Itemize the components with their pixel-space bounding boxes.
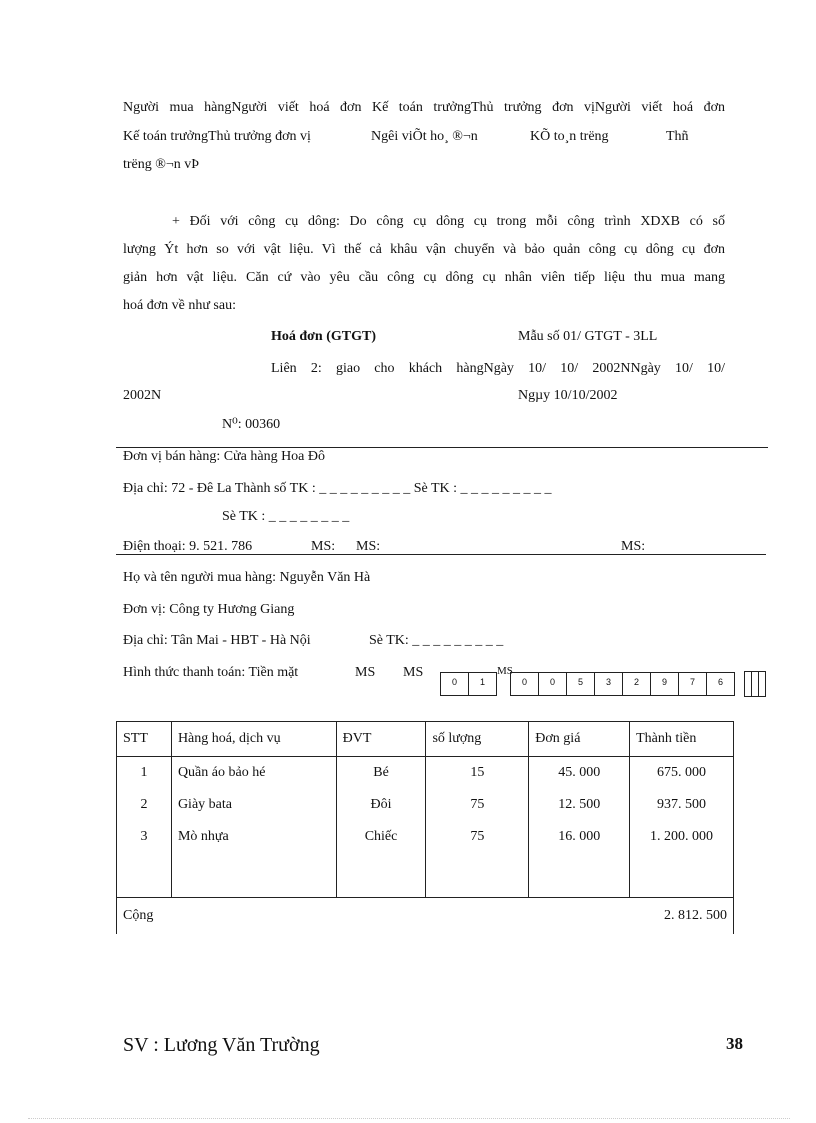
buyer-ms-3: MS	[497, 665, 513, 677]
goods-table	[116, 721, 734, 934]
divider-seller	[116, 554, 766, 555]
signature-line-2b: Ngêi viÕt ho¸ ®¬n	[371, 129, 478, 144]
tax-digit: 6	[706, 672, 735, 696]
tax-digit: 5	[566, 672, 595, 696]
tax-digit: 0	[510, 672, 539, 696]
signature-line-2a: Kế toán trưởngThủ trưởng đơn vị	[123, 129, 311, 144]
signature-line-2d: Thñ	[666, 129, 689, 144]
header-quantity: số lượng	[426, 722, 529, 757]
header-amount: Thành tiền	[630, 722, 734, 757]
buyer-address: Địa chỉ: Tân Mai - HBT - Hà Nội	[123, 633, 311, 648]
total-label: Cộng	[117, 898, 630, 935]
cell-unit-price: 16. 000	[529, 821, 630, 853]
table-row	[117, 757, 734, 790]
cell-goods: Quần áo bảo hé	[171, 757, 336, 790]
cell-goods: Mò nhựa	[171, 821, 336, 853]
cell-amount: 675. 000	[630, 757, 734, 790]
table-header-row	[117, 722, 734, 757]
signature-line-1: Người mua hàngNgười viết hoá đơn Kế toán trưởngThủ trưởng đơn vịNgười viết hoá đơn	[123, 100, 725, 115]
page-bottom-divider	[28, 1118, 790, 1119]
tax-digit: 9	[650, 672, 679, 696]
seller-account: Sè TK : _ _ _ _ _ _ _ _	[222, 509, 350, 524]
tax-digit: 2	[622, 672, 651, 696]
table-total-row	[117, 898, 734, 935]
buyer-ms-2: MS	[403, 665, 424, 680]
invoice-date: Ngµy 10/10/2002	[518, 388, 618, 403]
paragraph-line-4: hoá đơn về như sau:	[123, 298, 236, 313]
cell-unit-price: 45. 000	[529, 757, 630, 790]
table-row	[117, 789, 734, 821]
invoice-year-tail: 2002N	[123, 388, 162, 403]
header-unit: ĐVT	[336, 722, 426, 757]
cell-stt: 2	[117, 789, 172, 821]
cell-amount: 937. 500	[630, 789, 734, 821]
tax-digit: 7	[678, 672, 707, 696]
header-goods: Hàng hoá, dịch vụ	[171, 722, 336, 757]
cell-stt: 3	[117, 821, 172, 853]
total-value: 2. 812. 500	[630, 898, 734, 935]
cell-unit: Đôi	[336, 789, 426, 821]
cell-quantity: 75	[426, 821, 529, 853]
seller-ms-2: MS:	[356, 539, 381, 554]
seller-phone: Điện thoại: 9. 521. 786	[123, 539, 253, 554]
cell-stt: 1	[117, 757, 172, 790]
header-stt: STT	[117, 722, 172, 757]
buyer-name: Họ và tên người mua hàng: Nguyễn Văn Hà	[123, 570, 371, 585]
invoice-title: Hoá đơn (GTGT)	[271, 329, 376, 344]
seller-unit: Đơn vị bán hàng: Cửa hàng Hoa Đô	[123, 449, 326, 464]
table-row	[117, 821, 734, 853]
tax-empty-box	[758, 671, 766, 697]
seller-ms-1: MS:	[311, 539, 336, 554]
tax-digit: 0	[538, 672, 567, 696]
cell-unit: Bé	[336, 757, 426, 790]
buyer-ms-1: MS	[355, 665, 376, 680]
tax-code-boxes-a	[441, 672, 497, 696]
seller-ms-3: MS:	[621, 539, 646, 554]
table-empty-row	[117, 853, 734, 898]
invoice-copy-line: Liên 2: giao cho khách hàngNgày 10/ 10/ 2002NNgày 10/ 10/	[271, 361, 725, 376]
signature-line-3: trëng ®¬n vÞ	[123, 157, 200, 172]
cell-unit: Chiếc	[336, 821, 426, 853]
invoice-number: N⁰: 00360	[222, 417, 281, 432]
header-unit-price: Đơn giá	[529, 722, 630, 757]
tax-code-boxes-b	[511, 672, 735, 696]
paragraph-line-1: + Đối với công cụ dông: Do công cụ dông cụ trong mỗi công trình XDXB có số	[172, 214, 725, 229]
signature-line-2c: KÕ to¸n trëng	[530, 129, 609, 144]
tax-code-boxes-c	[745, 671, 766, 697]
tax-digit: 0	[440, 672, 469, 696]
buyer-unit: Đơn vị: Công ty Hương Giang	[123, 602, 295, 617]
student-name: SV : Lương Văn Trường	[123, 1034, 320, 1056]
buyer-payment: Hình thức thanh toán: Tiền mặt	[123, 665, 299, 680]
cell-goods: Giày bata	[171, 789, 336, 821]
seller-address: Địa chỉ: 72 - Đê La Thành số TK : _ _ _ _ _ _ _ _ _ Sè TK : _ _ _ _ _ _ _ _ _	[123, 481, 552, 496]
paragraph-line-3: giản hơn vật liệu. Căn cứ vào yêu cầu công cụ dông cụ nhân viên tiếp liệu thu mua mang	[123, 270, 725, 285]
invoice-form-number: Mẫu số 01/ GTGT - 3LL	[518, 329, 658, 344]
tax-digit: 1	[468, 672, 497, 696]
tax-digit: 3	[594, 672, 623, 696]
paragraph-line-2: lượng Ýt hơn so với vật liệu. Vì thế cả khâu vận chuyển và bảo quản công cụ dông cụ đơn	[123, 242, 725, 257]
cell-quantity: 75	[426, 789, 529, 821]
page-number: 38	[726, 1034, 743, 1053]
buyer-account: Sè TK: _ _ _ _ _ _ _ _ _	[369, 633, 504, 648]
cell-quantity: 15	[426, 757, 529, 790]
cell-unit-price: 12. 500	[529, 789, 630, 821]
divider-top	[116, 447, 768, 448]
cell-amount: 1. 200. 000	[630, 821, 734, 853]
